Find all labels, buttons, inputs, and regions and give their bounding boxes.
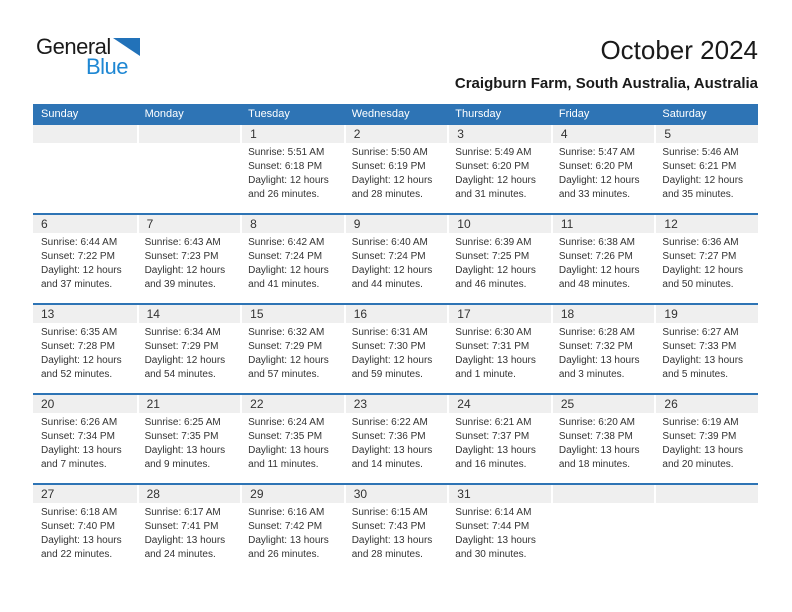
day-number-band	[240, 485, 344, 503]
sunset-text: Sunset: 7:44 PM	[455, 520, 530, 532]
sunset-text: Sunset: 6:20 PM	[455, 160, 530, 172]
daylight-text: Daylight: 12 hours and 44 minutes.	[351, 264, 433, 290]
sunrise-text: Sunrise: 6:31 AM	[351, 326, 428, 338]
day-cell-20	[33, 395, 137, 483]
day-cell-18	[551, 305, 655, 393]
day-details	[654, 503, 758, 506]
day-cell-23	[344, 395, 448, 483]
day-cell-12	[654, 215, 758, 303]
day-details	[240, 323, 344, 382]
day-number: 9	[353, 216, 361, 231]
sunset-text: Sunset: 7:30 PM	[351, 340, 426, 352]
day-number: 1	[250, 126, 257, 141]
day-cell-1	[240, 125, 344, 213]
day-details	[240, 233, 344, 292]
day-number-band	[344, 485, 448, 503]
weekday-header-monday: Monday	[144, 108, 184, 121]
sunrise-text: Sunrise: 6:28 AM	[558, 326, 635, 338]
daylight-text: Daylight: 12 hours and 48 minutes.	[558, 264, 640, 290]
day-number-band	[240, 125, 344, 143]
sunset-text: Sunset: 7:25 PM	[455, 250, 530, 262]
day-number: 21	[146, 396, 160, 411]
day-details	[33, 503, 137, 562]
day-number-band	[344, 305, 448, 323]
week-row-5	[33, 483, 758, 573]
day-cell-27	[33, 485, 137, 573]
day-number: 3	[457, 126, 464, 141]
daylight-text: Daylight: 12 hours and 35 minutes.	[662, 174, 744, 200]
daylight-text: Daylight: 13 hours and 20 minutes.	[662, 444, 744, 470]
daylight-text: Daylight: 13 hours and 5 minutes.	[662, 354, 744, 380]
day-number-band	[344, 125, 448, 143]
day-number: 27	[41, 486, 55, 501]
day-number: 28	[146, 486, 160, 501]
day-cell-4	[551, 125, 655, 213]
daylight-text: Daylight: 12 hours and 31 minutes.	[455, 174, 536, 200]
daylight-text: Daylight: 13 hours and 14 minutes.	[351, 444, 433, 470]
sunrise-text: Sunrise: 6:18 AM	[41, 506, 118, 518]
day-number: 8	[250, 216, 257, 231]
daylight-text: Daylight: 13 hours and 16 minutes.	[455, 444, 536, 470]
sunrise-text: Sunrise: 6:36 AM	[662, 236, 739, 248]
day-details	[33, 233, 137, 292]
calendar	[33, 104, 758, 573]
day-cell-16	[344, 305, 448, 393]
sunrise-text: Sunrise: 5:50 AM	[351, 146, 428, 158]
day-details	[344, 233, 448, 292]
daylight-text: Daylight: 12 hours and 54 minutes.	[144, 354, 226, 380]
daylight-text: Daylight: 12 hours and 46 minutes.	[455, 264, 536, 290]
day-details	[33, 413, 137, 472]
sunset-text: Sunset: 7:35 PM	[144, 430, 219, 442]
day-number: 18	[560, 306, 575, 321]
day-details	[551, 323, 655, 382]
day-details	[344, 143, 448, 202]
sunrise-text: Sunrise: 6:43 AM	[144, 236, 221, 248]
sunset-text: Sunset: 7:40 PM	[41, 520, 115, 532]
sunrise-text: Sunrise: 6:22 AM	[351, 416, 428, 428]
day-number-band	[654, 215, 758, 233]
daylight-text: Daylight: 13 hours and 3 minutes.	[558, 354, 640, 380]
day-number-band	[551, 125, 655, 143]
day-number: 15	[250, 306, 264, 321]
sunset-text: Sunset: 7:24 PM	[351, 250, 426, 262]
sunrise-text: Sunrise: 6:26 AM	[41, 416, 118, 428]
day-details	[551, 233, 655, 292]
day-number-band	[240, 305, 344, 323]
sunset-text: Sunset: 6:21 PM	[662, 160, 737, 172]
day-number: 7	[146, 216, 154, 231]
day-cell-empty	[654, 485, 758, 573]
day-number-band	[551, 395, 655, 413]
day-cell-21	[137, 395, 241, 483]
day-details	[137, 413, 241, 472]
sunrise-text: Sunrise: 6:30 AM	[455, 326, 532, 338]
day-details	[137, 323, 241, 382]
sunset-text: Sunset: 7:37 PM	[455, 430, 530, 442]
daylight-text: Daylight: 13 hours and 18 minutes.	[558, 444, 640, 470]
sunrise-text: Sunrise: 6:14 AM	[455, 506, 532, 518]
sunset-text: Sunset: 7:23 PM	[144, 250, 219, 262]
day-cell-3	[447, 125, 551, 213]
sunset-text: Sunset: 6:20 PM	[558, 160, 633, 172]
sunset-text: Sunset: 7:41 PM	[144, 520, 219, 532]
sunrise-text: Sunrise: 5:51 AM	[248, 146, 325, 158]
day-cell-empty	[551, 485, 655, 573]
day-number-band	[137, 215, 241, 233]
day-cell-2	[344, 125, 448, 213]
day-cell-13	[33, 305, 137, 393]
sunset-text: Sunset: 7:36 PM	[351, 430, 426, 442]
day-cell-22	[240, 395, 344, 483]
day-details	[654, 233, 758, 292]
day-details	[240, 413, 344, 472]
day-number-band	[240, 395, 344, 413]
sunrise-text: Sunrise: 6:27 AM	[662, 326, 739, 338]
sunset-text: Sunset: 6:18 PM	[248, 160, 323, 172]
sunrise-text: Sunrise: 5:47 AM	[558, 146, 635, 158]
day-details	[654, 143, 758, 202]
sunset-text: Sunset: 7:35 PM	[248, 430, 323, 442]
day-number: 30	[353, 486, 368, 501]
day-number-band	[654, 395, 758, 413]
day-number-band	[33, 125, 137, 143]
day-cell-31	[447, 485, 551, 573]
daylight-text: Daylight: 13 hours and 24 minutes.	[144, 534, 226, 560]
daylight-text: Daylight: 13 hours and 28 minutes.	[351, 534, 433, 560]
sunset-text: Sunset: 7:29 PM	[248, 340, 323, 352]
page-header	[0, 0, 792, 92]
sunrise-text: Sunrise: 6:24 AM	[248, 416, 325, 428]
daylight-text: Daylight: 12 hours and 33 minutes.	[558, 174, 640, 200]
day-cell-25	[551, 395, 655, 483]
day-details	[137, 503, 241, 562]
sunset-text: Sunset: 7:32 PM	[558, 340, 633, 352]
sunrise-text: Sunrise: 6:21 AM	[455, 416, 532, 428]
day-number: 6	[41, 216, 48, 231]
day-cell-24	[447, 395, 551, 483]
day-number: 19	[664, 306, 678, 321]
day-number: 13	[41, 306, 55, 321]
weekday-header-wednesday: Wednesday	[351, 108, 410, 121]
day-details	[551, 143, 655, 202]
day-number-band	[447, 215, 551, 233]
daylight-text: Daylight: 13 hours and 26 minutes.	[248, 534, 329, 560]
sunset-text: Sunset: 7:28 PM	[41, 340, 115, 352]
day-number: 14	[146, 306, 160, 321]
day-number: 16	[353, 306, 368, 321]
weekday-header-friday: Friday	[558, 108, 590, 121]
day-details	[137, 233, 241, 292]
day-cell-15	[240, 305, 344, 393]
day-details	[447, 233, 551, 292]
day-cell-7	[137, 215, 241, 303]
day-cell-17	[447, 305, 551, 393]
day-number: 20	[41, 396, 55, 411]
day-cell-29	[240, 485, 344, 573]
day-number: 5	[664, 126, 672, 141]
daylight-text: Daylight: 12 hours and 41 minutes.	[248, 264, 329, 290]
sunset-text: Sunset: 7:43 PM	[351, 520, 426, 532]
day-number-band	[137, 125, 241, 143]
day-cell-6	[33, 215, 137, 303]
day-number-band	[551, 305, 655, 323]
daylight-text: Daylight: 12 hours and 26 minutes.	[248, 174, 329, 200]
day-number: 22	[250, 396, 264, 411]
daylight-text: Daylight: 12 hours and 59 minutes.	[351, 354, 433, 380]
day-number: 23	[353, 396, 368, 411]
day-cell-28	[137, 485, 241, 573]
day-number-band	[240, 215, 344, 233]
daylight-text: Daylight: 13 hours and 1 minute.	[455, 354, 536, 380]
weekday-header-thursday: Thursday	[455, 108, 502, 121]
sunrise-text: Sunrise: 6:38 AM	[558, 236, 635, 248]
day-cell-9	[344, 215, 448, 303]
sunset-text: Sunset: 7:24 PM	[248, 250, 323, 262]
sunrise-text: Sunrise: 5:46 AM	[662, 146, 739, 158]
sunrise-text: Sunrise: 6:20 AM	[558, 416, 635, 428]
sunrise-text: Sunrise: 6:34 AM	[144, 326, 221, 338]
daylight-text: Daylight: 13 hours and 11 minutes.	[248, 444, 329, 470]
day-details	[654, 323, 758, 382]
sunrise-text: Sunrise: 6:40 AM	[351, 236, 428, 248]
day-number: 12	[664, 216, 678, 231]
daylight-text: Daylight: 13 hours and 9 minutes.	[144, 444, 226, 470]
day-number-band	[447, 485, 551, 503]
day-number-band	[33, 215, 137, 233]
daylight-text: Daylight: 12 hours and 39 minutes.	[144, 264, 226, 290]
daylight-text: Daylight: 12 hours and 37 minutes.	[41, 264, 122, 290]
sunset-text: Sunset: 7:26 PM	[558, 250, 633, 262]
day-details	[654, 413, 758, 472]
calendar-weeks	[33, 125, 758, 573]
sunrise-text: Sunrise: 6:25 AM	[144, 416, 221, 428]
sunrise-text: Sunrise: 6:42 AM	[248, 236, 325, 248]
sunset-text: Sunset: 7:33 PM	[662, 340, 737, 352]
daylight-text: Daylight: 12 hours and 52 minutes.	[41, 354, 122, 380]
day-details	[551, 413, 655, 472]
sunset-text: Sunset: 7:42 PM	[248, 520, 323, 532]
day-number-band	[447, 305, 551, 323]
logo-text-general: General	[36, 34, 111, 59]
day-number-band	[137, 485, 241, 503]
day-cell-19	[654, 305, 758, 393]
day-cell-11	[551, 215, 655, 303]
day-cell-26	[654, 395, 758, 483]
day-number: 24	[457, 396, 471, 411]
day-number: 29	[250, 486, 264, 501]
week-row-2	[33, 213, 758, 303]
daylight-text: Daylight: 13 hours and 30 minutes.	[455, 534, 536, 560]
day-details	[344, 413, 448, 472]
day-number: 4	[560, 126, 568, 141]
day-number-band	[654, 305, 758, 323]
day-number-band	[344, 215, 448, 233]
day-number: 26	[664, 396, 678, 411]
sunset-text: Sunset: 6:19 PM	[351, 160, 426, 172]
day-details	[137, 143, 241, 146]
weekday-header-row	[33, 104, 758, 125]
general-blue-logo	[36, 36, 140, 78]
week-row-3	[33, 303, 758, 393]
daylight-text: Daylight: 13 hours and 22 minutes.	[41, 534, 122, 560]
day-number: 17	[457, 306, 471, 321]
day-number: 31	[457, 486, 471, 501]
sunrise-text: Sunrise: 6:15 AM	[351, 506, 428, 518]
day-details	[551, 503, 655, 506]
logo-text-blue: Blue	[86, 54, 129, 79]
sunrise-text: Sunrise: 6:16 AM	[248, 506, 325, 518]
day-details	[447, 503, 551, 562]
day-cell-5	[654, 125, 758, 213]
weekday-header-saturday: Saturday	[662, 108, 707, 121]
day-details	[33, 323, 137, 382]
daylight-text: Daylight: 13 hours and 7 minutes.	[41, 444, 122, 470]
day-number: 10	[457, 216, 471, 231]
day-number-band	[447, 125, 551, 143]
sunset-text: Sunset: 7:22 PM	[41, 250, 115, 262]
day-details	[447, 323, 551, 382]
day-number-band	[447, 395, 551, 413]
sunset-text: Sunset: 7:39 PM	[662, 430, 737, 442]
page-title: October 2024	[600, 35, 758, 65]
sunset-text: Sunset: 7:34 PM	[41, 430, 115, 442]
day-number-band	[33, 485, 137, 503]
sunrise-text: Sunrise: 6:39 AM	[455, 236, 532, 248]
sunrise-text: Sunrise: 6:44 AM	[41, 236, 118, 248]
day-details	[33, 143, 137, 146]
day-number-band	[137, 305, 241, 323]
day-number: 2	[353, 126, 361, 141]
day-cell-8	[240, 215, 344, 303]
day-number-band	[551, 485, 655, 503]
sunrise-text: Sunrise: 6:35 AM	[41, 326, 118, 338]
sunset-text: Sunset: 7:29 PM	[144, 340, 219, 352]
day-number: 25	[560, 396, 575, 411]
day-cell-30	[344, 485, 448, 573]
day-details	[240, 503, 344, 562]
daylight-text: Daylight: 12 hours and 50 minutes.	[662, 264, 744, 290]
day-details	[240, 143, 344, 202]
day-cell-empty	[137, 125, 241, 213]
day-details	[447, 143, 551, 202]
sunrise-text: Sunrise: 6:32 AM	[248, 326, 325, 338]
day-details	[447, 413, 551, 472]
day-cell-10	[447, 215, 551, 303]
sunrise-text: Sunrise: 5:49 AM	[455, 146, 532, 158]
day-number-band	[33, 395, 137, 413]
day-details	[344, 323, 448, 382]
sunrise-text: Sunrise: 6:17 AM	[144, 506, 221, 518]
day-number-band	[33, 305, 137, 323]
daylight-text: Daylight: 12 hours and 28 minutes.	[351, 174, 433, 200]
day-number-band	[551, 215, 655, 233]
sunset-text: Sunset: 7:31 PM	[455, 340, 530, 352]
sunrise-text: Sunrise: 6:19 AM	[662, 416, 739, 428]
day-number-band	[344, 395, 448, 413]
week-row-4	[33, 393, 758, 483]
sunset-text: Sunset: 7:38 PM	[558, 430, 633, 442]
day-number-band	[137, 395, 241, 413]
sunset-text: Sunset: 7:27 PM	[662, 250, 737, 262]
day-cell-empty	[33, 125, 137, 213]
daylight-text: Daylight: 12 hours and 57 minutes.	[248, 354, 329, 380]
day-number-band	[654, 125, 758, 143]
day-details	[344, 503, 448, 562]
day-number: 11	[560, 216, 574, 231]
day-cell-14	[137, 305, 241, 393]
week-row-1	[33, 125, 758, 213]
day-number-band	[654, 485, 758, 503]
weekday-header-tuesday: Tuesday	[248, 108, 290, 121]
weekday-header-sunday: Sunday	[41, 108, 79, 121]
location-subtitle: Craigburn Farm, South Australia, Australia	[454, 74, 758, 92]
